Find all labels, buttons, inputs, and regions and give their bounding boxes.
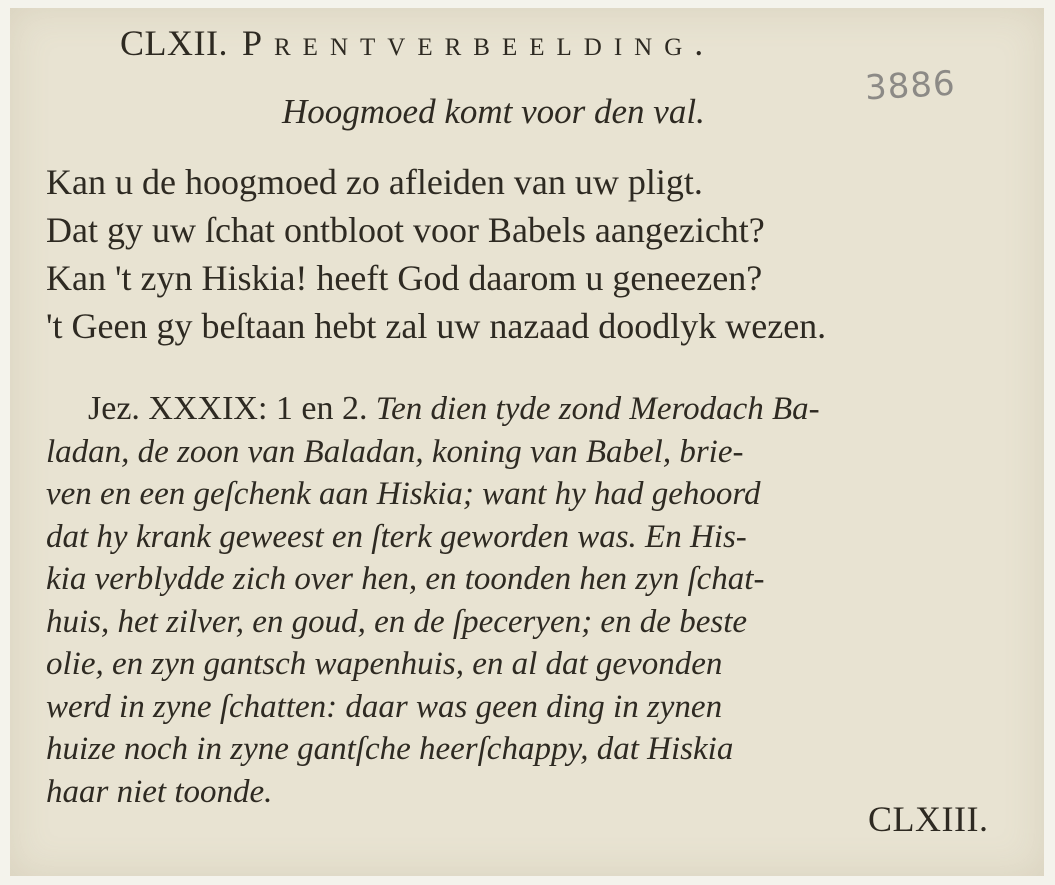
- heading-title: Prentverbeelding.: [241, 23, 716, 63]
- catalog-number: 3886: [864, 63, 957, 109]
- next-section-number: CLXIII.: [868, 799, 989, 839]
- scripture-line-3: ven en een geſchenk aan Hiskia; want hy had gehoord: [46, 476, 761, 512]
- scripture-line-9: huize noch in zyne gantſche heerſchappy, dat Hiskia: [46, 731, 734, 767]
- scripture-line-10: haar niet toonde.: [46, 774, 273, 810]
- scripture-line-2: ladan, de zoon van Baladan, koning van Babel, brie-: [46, 434, 744, 470]
- subtitle: Hoogmoed komt voor den val.: [282, 92, 705, 131]
- verse-line-2: Dat gy uw ſchat ontbloot voor Babels aangezicht?: [46, 210, 765, 250]
- print-sheet: [10, 8, 1044, 876]
- scripture-text-1: Ten dien tyde zond Merodach Ba-: [367, 391, 820, 427]
- verse-line-3: Kan 't zyn Hiskia! heeft God daarom u geneezen?: [46, 258, 763, 298]
- scripture-line-7: olie, en zyn gantsch wapenhuis, en al dat gevonden: [46, 646, 723, 682]
- scripture-line-4: dat hy krank geweest en ſterk geworden was. En His-: [46, 519, 747, 555]
- scripture-line-6: huis, het zilver, en goud, en de ſpeceryen; en de beste: [46, 604, 748, 640]
- page-heading: [120, 22, 715, 64]
- scripture-line-5: kia verblydde zich over hen, en toonden hen zyn ſchat-: [46, 561, 765, 597]
- scripture-line-8: werd in zyne ſchatten: daar was geen ding in zynen: [46, 689, 723, 725]
- heading-number: CLXII.: [120, 23, 228, 63]
- verse-line-4: 't Geen gy beſtaan hebt zal uw nazaad doodlyk wezen.: [46, 306, 827, 346]
- scripture-line-1: [46, 388, 1020, 431]
- verse-line-1: Kan u de hoogmoed zo afleiden van uw pligt.: [46, 162, 703, 202]
- scripture-reference: Jez. XXXIX: 1 en 2.: [88, 390, 368, 427]
